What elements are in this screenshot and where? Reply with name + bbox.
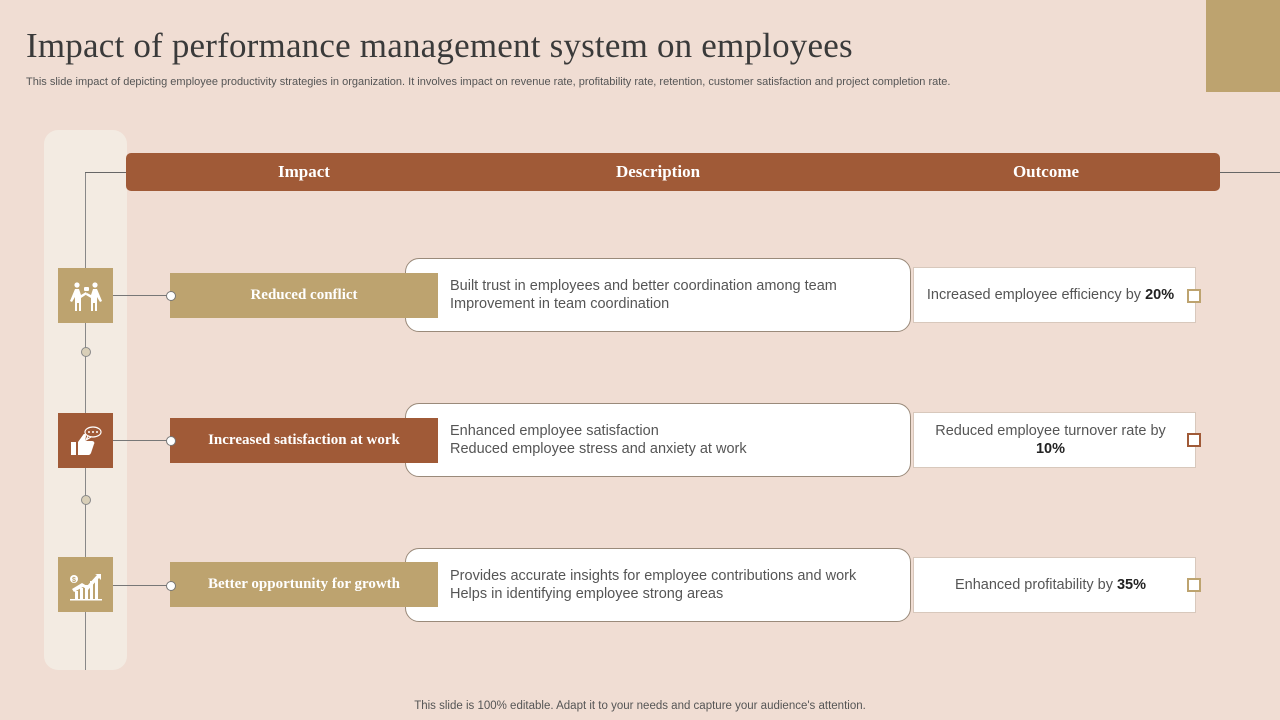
table-header — [126, 153, 1220, 191]
connector-dot — [166, 436, 176, 446]
growth-chart-icon — [69, 569, 103, 601]
description-item: > Improvement in team coordination — [450, 295, 837, 313]
outcome-value: 20% — [1145, 287, 1175, 303]
header-description: Description — [615, 162, 701, 181]
row-connector-line — [113, 585, 171, 586]
outcome-box — [913, 412, 1196, 468]
header-outcome: Outcome — [1012, 162, 1080, 181]
connector-dot — [166, 581, 176, 591]
description-item: > Helps in identifying employee strong areas — [450, 585, 856, 603]
impact-label: Reduced conflict — [170, 273, 438, 318]
page-subtitle: This slide impact of depicting employee productivity strategies in organization. It involves impact on revenue rate, profitability rate, retention, customer satisfaction and project completion rate. — [26, 76, 951, 88]
row-icon-box — [58, 268, 113, 323]
timeline-dot — [81, 347, 91, 357]
description-item: > Reduced employee stress and anxiety at work — [450, 440, 747, 458]
outcome-box — [913, 267, 1196, 323]
description-list — [450, 277, 837, 313]
description-list — [450, 567, 856, 603]
footer-note: This slide is 100% editable. Adapt it to your needs and capture your audience's attention. — [414, 700, 866, 712]
corner-decoration — [1206, 0, 1280, 92]
outcome-value: 35% — [1116, 577, 1147, 593]
outcome-box — [913, 557, 1196, 613]
description-card — [405, 258, 911, 332]
row-icon-box — [58, 557, 113, 612]
outcome-text: Increased employee efficiency by 20% — [926, 287, 1175, 303]
thumbs-up-icon — [69, 425, 103, 457]
description-card — [405, 403, 911, 477]
outcome-text: Enhanced profitability by 35% — [954, 577, 1147, 593]
outcome-text: Reduced employee turnover rate by 10% — [935, 423, 1166, 457]
description-item: > Enhanced employee satisfaction — [450, 422, 747, 440]
description-item: > Provides accurate insights for employee contributions and work — [450, 567, 856, 585]
timeline-top-connector — [85, 172, 127, 173]
outcome-checkbox[interactable] — [1187, 289, 1201, 303]
outcome-checkbox[interactable] — [1187, 433, 1201, 447]
outcome-checkbox[interactable] — [1187, 578, 1201, 592]
connector-dot — [166, 291, 176, 301]
header-right-line — [1220, 172, 1280, 173]
outcome-value: 10% — [1035, 441, 1066, 457]
description-card — [405, 548, 911, 622]
description-item: > Built trust in employees and better coordination among team — [450, 277, 837, 295]
timeline-dot — [81, 495, 91, 505]
row-icon-box — [58, 413, 113, 468]
row-connector-line — [113, 440, 171, 441]
row-connector-line — [113, 295, 171, 296]
page-title: Impact of performance management system on employees — [26, 26, 853, 65]
header-impact: Impact — [278, 162, 330, 181]
team-collaboration-icon — [70, 281, 102, 311]
impact-label: Better opportunity for growth — [170, 562, 438, 607]
impact-label: Increased satisfaction at work — [170, 418, 438, 463]
description-list — [450, 422, 747, 458]
svg-text:$: $ — [71, 576, 76, 584]
